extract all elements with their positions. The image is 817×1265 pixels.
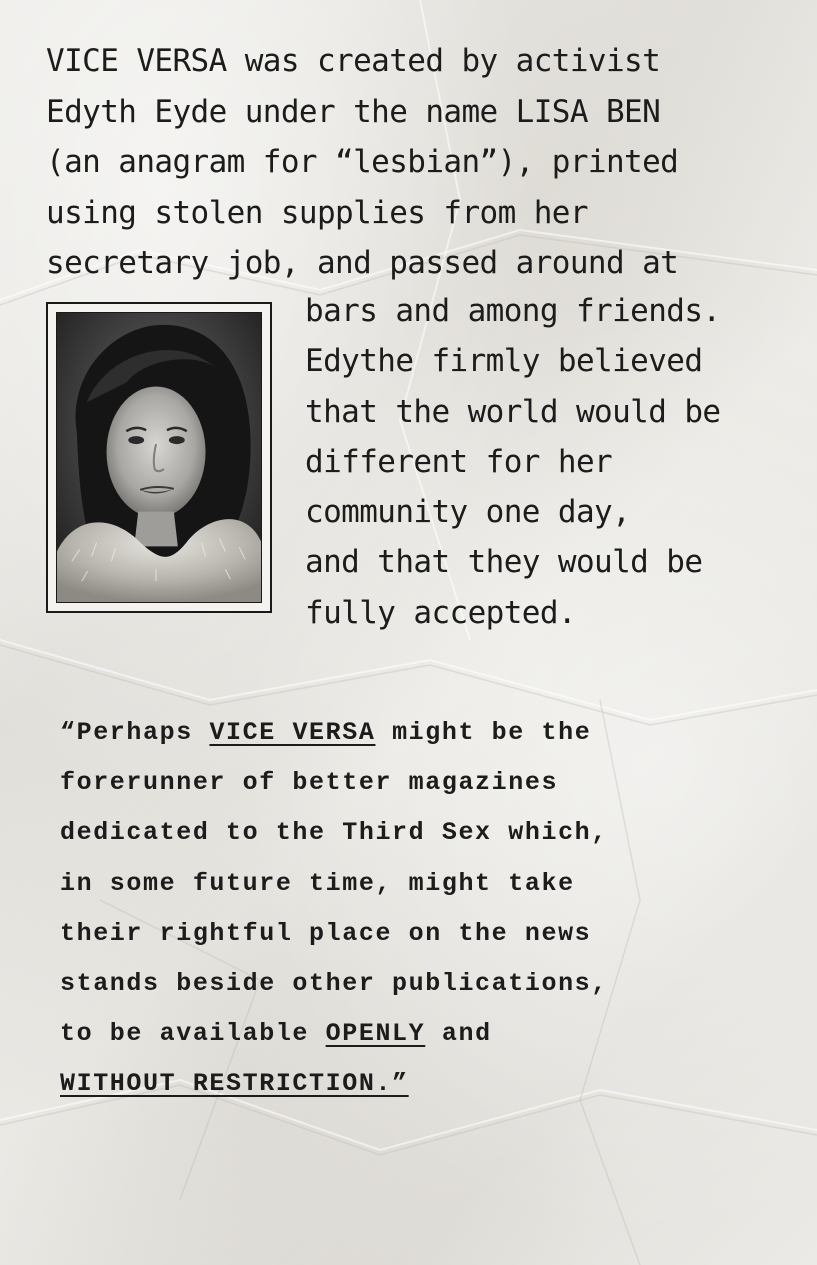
quote-line [60,1059,780,1109]
intro-line: (an anagram for “lesbian”), printed [46,144,679,181]
side-line: and that they would be [305,544,703,581]
quote-line: forerunner of better magazines [60,768,559,798]
intro-line: VICE VERSA was created by activist [46,43,661,79]
side-line: fully accepted. [305,594,576,631]
quote-line: dedicated to the Third Sex which, [60,818,608,848]
side-line: bars and among friends. [305,293,721,329]
quote-text: to be available [60,1019,326,1049]
side-line: different for her [305,443,613,480]
portrait-photo [56,312,262,603]
underlined-openly: OPENLY [325,1019,426,1049]
quote-line: in some future time, might take [60,868,575,898]
intro-line: Edyth Eyde under the name LISA BEN [46,93,661,130]
quote-line: their rightful place on the news [60,918,592,948]
quote-line [60,708,780,758]
side-line: Edythe firmly believed [305,343,703,380]
quote-text: might be the [375,718,592,747]
underlined-without-restriction: WITHOUT RESTRICTION.” [60,1069,409,1099]
intro-line: using stolen supplies from her [46,194,588,231]
portrait-photo-frame [46,302,272,613]
intro-paragraph [46,36,786,289]
side-line: that the world would be [305,393,721,430]
underlined-magazine-title: VICE VERSA [209,718,376,747]
side-line: community one day, [305,494,631,531]
intro-line: secretary job, and passed around at [46,245,679,282]
quote-text: and [425,1019,492,1049]
quote-block [60,708,780,1110]
quote-line: stands beside other publications, [60,969,608,999]
quote-line [60,1009,780,1059]
quote-text: “Perhaps [60,718,210,747]
side-paragraph [305,286,785,638]
